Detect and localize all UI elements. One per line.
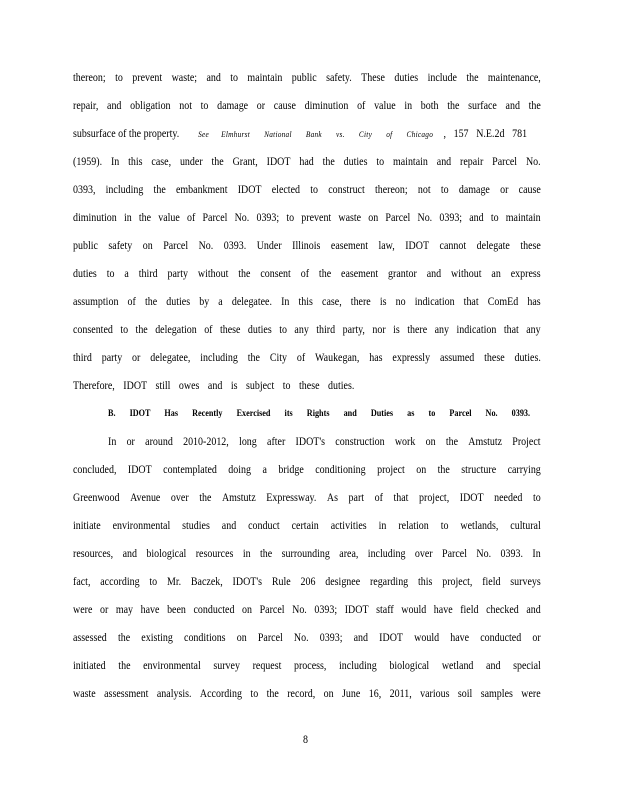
body-line: Greenwood Avenue over the Amstutz Expressway. As part of that project, IDOT needed to (73, 491, 541, 504)
body-text: subsurface of the property. (73, 127, 180, 140)
body-line: waste assessment analysis. According to the record, on June 16, 2011, various soil samples were (73, 687, 541, 700)
body-line-with-citation (73, 127, 541, 141)
body-line: public safety on Parcel No. 0393. Under Illinois easement law, IDOT cannot delegate these (73, 239, 541, 252)
paragraph-first-line: In or around 2010-2012, long after IDOT's construction work on the Amstutz Project (108, 435, 541, 448)
citation-signal: See (198, 129, 210, 139)
body-line: fact, according to Mr. Baczek, IDOT's Rule 206 designee regarding this project, field surveys (73, 575, 541, 588)
body-line: were or may have been conducted on Parcel No. 0393; IDOT staff would have field checked and (73, 603, 541, 616)
body-line: diminution in the value of Parcel No. 0393; to prevent waste on Parcel No. 0393; and to maintain (73, 211, 541, 224)
body-line: duties to a third party without the consent of the easement grantor and without an express (73, 267, 541, 280)
body-line: resources, and biological resources in the surrounding area, including over Parcel No. 0393. In (73, 547, 541, 560)
citation-reporter: , 157 N.E.2d 781 (443, 127, 528, 140)
body-line: assessed the existing conditions on Parcel No. 0393; and IDOT would have conducted or (73, 631, 541, 644)
body-line: concluded, IDOT contemplated doing a bridge conditioning project on the structure carrying (73, 463, 541, 476)
body-line: 0393, including the embankment IDOT elected to construct thereon; not to damage or cause (73, 183, 541, 196)
body-line: third party or delegatee, including the City of Waukegan, has expressly assumed these duties. (73, 351, 541, 364)
body-line: initiated the environmental survey request process, including biological wetland and special (73, 659, 541, 672)
body-line: (1959). In this case, under the Grant, IDOT had the duties to maintain and repair Parcel No. (73, 155, 541, 168)
page-number: 8 (303, 733, 308, 746)
body-line: repair, and obligation not to damage or cause diminution of value in both the surface and the (73, 99, 541, 112)
body-line: Therefore, IDOT still owes and is subject to these duties. (73, 379, 355, 392)
citation-case-name: Elmhurst National Bank vs. City of Chicago (221, 129, 434, 139)
section-heading: B. IDOT Has Recently Exercised its Rights and Duties as to Parcel No. 0393. (108, 409, 531, 419)
body-line: assumption of the duties by a delegatee. In this case, there is no indication that ComEd has (73, 295, 541, 308)
body-line: thereon; to prevent waste; and to maintain public safety. These duties include the maintenance, (73, 71, 541, 84)
body-line: consented to the delegation of these duties to any third party, nor is there any indication that any (73, 323, 541, 336)
body-line: initiate environmental studies and conduct certain activities in relation to wetlands, cultural (73, 519, 541, 532)
